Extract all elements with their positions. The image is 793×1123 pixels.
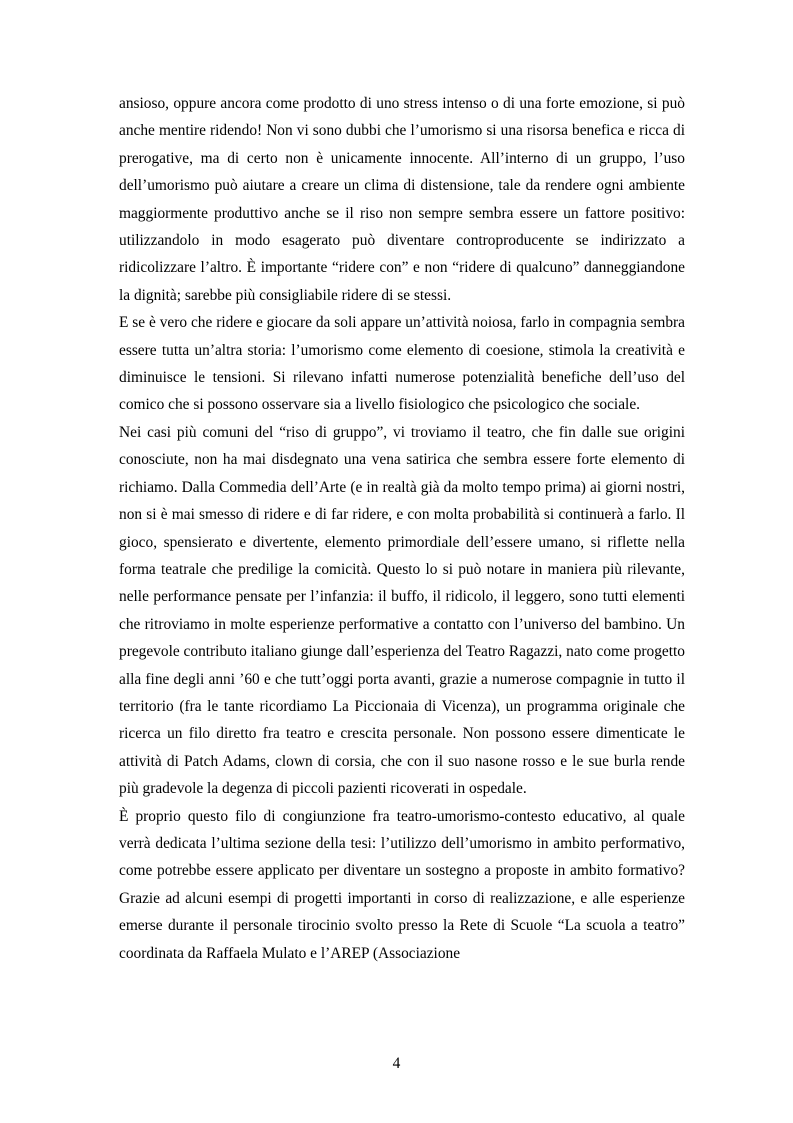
paragraph-1: ansioso, oppure ancora come prodotto di uno stress intenso o di una forte emozione, si può anche mentire ridendo! Non vi sono dubbi che l’umorismo si una risorsa benefica e ricca di prerogative, ma di certo non è unicamente innocente. All’interno di un gruppo, l’uso dell’umorismo può aiutare a creare un clima di distensione, tale da rendere ogni ambiente maggiormente produttivo anche se il riso non sempre sembra essere un fattore positivo: utilizzandolo in modo esagerato può diventare controproducente se indirizzato a ridicolizzare l’altro. È importante “ridere con” e non “ridere di qualcuno” danneggiandone la dignità; sarebbe più consigliabile ridere di se stessi.	[119, 95, 685, 304]
paragraph-2: E se è vero che ridere e giocare da soli appare un’attività noiosa, farlo in compagnia sembra essere tutta un’altra storia: l’umorismo come elemento di coesione, stimola la creatività e diminuisce le tensioni. Si rilevano infatti numerose potenzialità benefiche dell’uso del comico che si possono osservare sia a livello fisiologico che psicologico che sociale.	[119, 314, 685, 414]
page-body	[119, 90, 685, 967]
paragraph-4: È proprio questo filo di congiunzione fra teatro-umorismo-contesto educativo, al quale verrà dedicata l’ultima sezione della tesi: l’utilizzo dell’umorismo in ambito performativo, come potrebbe essere applicato per diventare un sostegno a proposte in ambito formativo? Grazie ad alcuni esempi di progetti importanti in corso di realizzazione, e alle esperienze emerse durante il personale tirocinio svolto presso la Rete di Scuole “La scuola a teatro” coordinata da Raffaela Mulato e l’AREP (Associazione	[119, 807, 685, 962]
paragraph-3: Nei casi più comuni del “riso di gruppo”, vi troviamo il teatro, che fin dalle sue origini conosciute, non ha mai disdegnato una vena satirica che sembra essere forte elemento di richiamo. Dalla Commedia dell’Arte (e in realtà già da molto tempo prima) ai giorni nostri, non si è mai smesso di ridere e di far ridere, e con molta probabilità si continuerà a farlo. Il gioco, spensierato e divertente, elemento primordiale dell’essere umano, si riflette nella forma teatrale che predilige la comicità. Questo lo si può notare in maniera più rilevante, nelle performance pensate per l’infanzia: il buffo, il ridicolo, il leggero, sono tutti elementi che ritroviamo in molte esperienze performative a contatto con l’universo del bambino. Un pregevole contributo italiano giunge dall’esperienza del Teatro Ragazzi, nato come progetto alla fine degli anni ’60 e che tutt’oggi porta avanti, grazie a numerose compagnie in tutto il territorio (fra le tante ricordiamo La Piccionaia di Vicenza), un programma originale che ricerca un filo diretto fra teatro e crescita personale. Non possono essere dimenticate le attività di Patch Adams, clown di corsia, che con il suo nasone rosso e le sue burla rende più gradevole la degenza di piccoli pazienti ricoverati in ospedale.	[119, 423, 685, 798]
page-number: 4	[392, 1055, 401, 1072]
